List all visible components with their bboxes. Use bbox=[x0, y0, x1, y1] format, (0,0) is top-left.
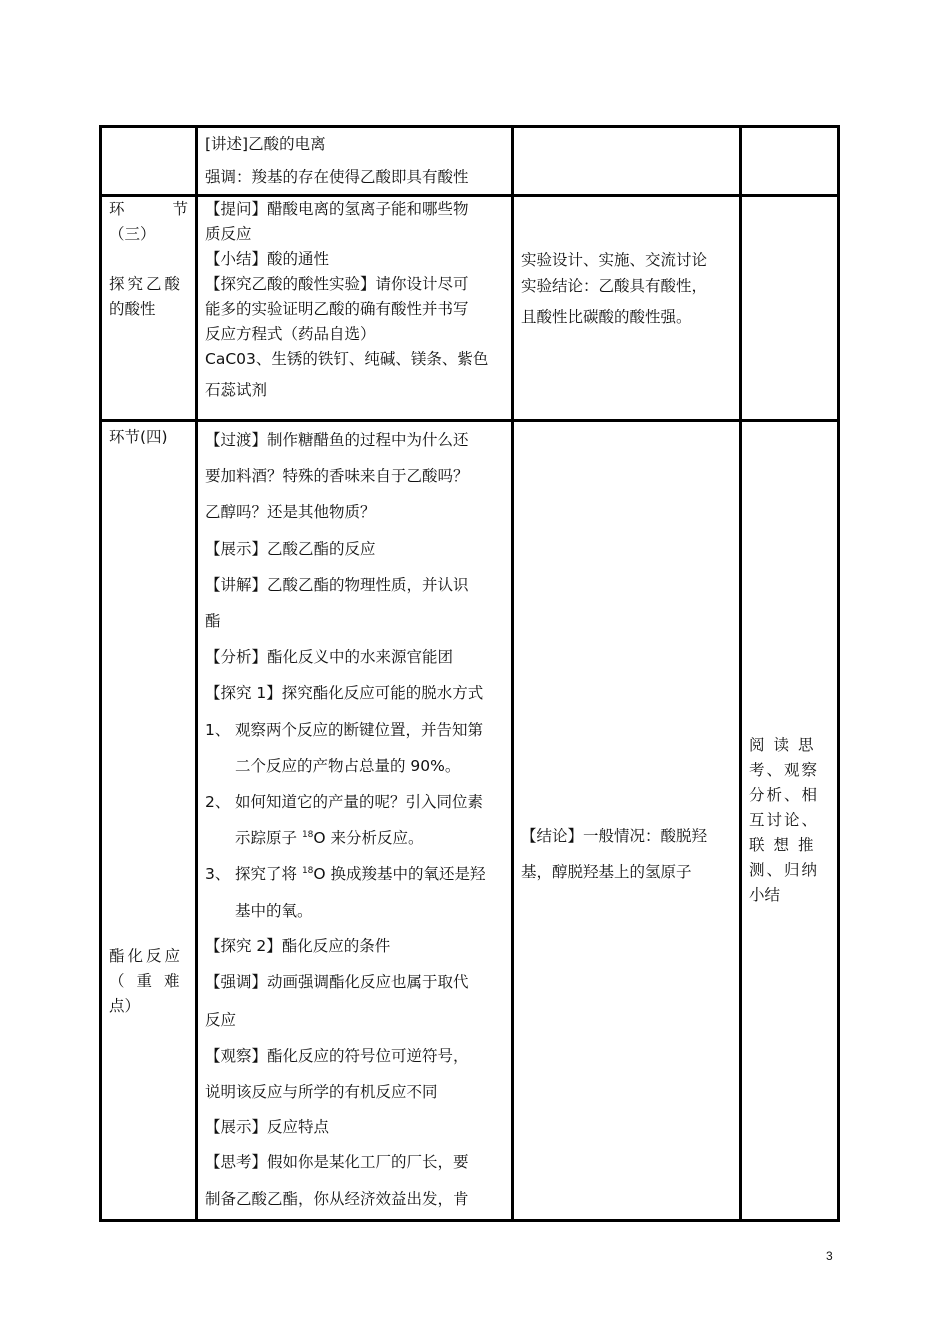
text-line: 【分析】酯化反义中的水来源官能团 bbox=[205, 648, 454, 667]
stage-title: 的酸性 bbox=[109, 300, 156, 318]
stage-label: 节 bbox=[172, 200, 188, 218]
stage-cell bbox=[101, 127, 197, 196]
text-line: 【展示】反应特点 bbox=[205, 1118, 330, 1137]
text-line: 实验结论：乙酸具有酸性， bbox=[521, 277, 708, 295]
text-line: 【观察】酯化反应的符号位可逆符号， bbox=[205, 1047, 469, 1066]
stage-title: （重难 bbox=[109, 972, 192, 990]
list-number: 1、 bbox=[205, 720, 231, 739]
text-line: 阅读思 bbox=[749, 736, 823, 754]
text-line: 探究了将 bbox=[235, 865, 302, 884]
stage-label: 环节(四) bbox=[109, 428, 168, 446]
text-line: 观察两个反应的断键位置，并告知第 bbox=[235, 720, 484, 739]
text-line: 【展示】乙酸乙酯的反应 bbox=[205, 539, 376, 558]
text-line: 【讲解】乙酸乙酯的物理性质，并认识 bbox=[205, 575, 469, 594]
text-line: 二个反应的产物占总量的 90%。 bbox=[235, 756, 461, 775]
student-activity-cell bbox=[513, 421, 741, 1221]
text-line: 【小结】酸的通性 bbox=[205, 250, 330, 268]
content-cell bbox=[197, 196, 513, 421]
text-line: 乙醇吗？还是其他物质？ bbox=[205, 503, 376, 522]
text-line: 【探究 1】探究酯化反应可能的脱水方式 bbox=[205, 684, 484, 703]
text-line: 【探究 2】酯化反应的条件 bbox=[205, 936, 391, 955]
text-line: 制备乙酸乙酯，你从经济效益出发，肯 bbox=[205, 1189, 469, 1208]
method-cell bbox=[741, 196, 839, 421]
text-line: 考、观察 bbox=[749, 761, 820, 779]
text-line: 说明该反应与所学的有机反应不同 bbox=[205, 1083, 438, 1102]
table-row bbox=[101, 127, 839, 196]
text-line: O 来分析反应。 bbox=[313, 829, 424, 848]
text-line: 酯 bbox=[205, 612, 221, 631]
page-number: 3 bbox=[826, 1249, 833, 1263]
text-line: 【结论】一般情况：酸脱羟 bbox=[521, 826, 708, 845]
text-line: 反应 bbox=[205, 1010, 237, 1029]
text-line: 能多的实验证明乙酸的确有酸性并书写 bbox=[205, 300, 469, 318]
list-number: 2、 bbox=[205, 793, 231, 812]
text-line: 互讨论、 bbox=[749, 811, 820, 829]
text-line: [讲述]乙酸的电离 bbox=[205, 135, 326, 153]
stage-title: 探究乙酸 bbox=[109, 275, 184, 293]
list-item bbox=[205, 856, 504, 928]
text-line: 【过渡】制作糖醋鱼的过程中为什么还 bbox=[205, 431, 469, 449]
text-line: 反应方程式（药品自选） bbox=[205, 325, 376, 343]
text-line: 【探究乙酸的酸性实验】请你设计尽可 bbox=[205, 275, 469, 293]
text-line: 小结 bbox=[749, 886, 781, 904]
method-cell bbox=[741, 127, 839, 196]
text-line: 且酸性比碳酸的酸性强。 bbox=[521, 308, 692, 326]
text-line: 【强调】动画强调酯化反应也属于取代 bbox=[205, 972, 469, 991]
text-line: 强调：羧基的存在使得乙酸即具有酸性 bbox=[205, 168, 469, 186]
content-cell bbox=[197, 127, 513, 196]
text-line: 要加料酒？特殊的香味来自于乙酸吗？ bbox=[205, 467, 469, 486]
text-line: 如何知道它的产量的呢？引入同位素 bbox=[235, 793, 484, 812]
content-cell bbox=[197, 421, 513, 1221]
text-line: 分析、相 bbox=[749, 786, 820, 804]
isotope-superscript: 18 bbox=[301, 866, 314, 877]
stage-cell bbox=[101, 196, 197, 421]
stage-label: 环 bbox=[109, 200, 125, 218]
text-line: CaC03、生锈的铁钉、纯碱、镁条、紫色 bbox=[205, 350, 489, 368]
student-activity-cell bbox=[513, 127, 741, 196]
table-row bbox=[101, 196, 839, 421]
text-line: 基中的氧。 bbox=[235, 901, 313, 920]
table-row bbox=[101, 421, 839, 1221]
lesson-table bbox=[99, 125, 840, 1222]
list-number: 3、 bbox=[205, 865, 231, 884]
stage-cell bbox=[101, 421, 197, 1221]
list-item bbox=[205, 712, 504, 784]
method-cell bbox=[741, 421, 839, 1221]
text-line: 【提问】醋酸电离的氢离子能和哪些物 bbox=[205, 200, 469, 218]
text-line: 联想推 bbox=[749, 836, 823, 854]
text-line: 质反应 bbox=[205, 225, 252, 243]
text-line: 基，醇脱羟基上的氢原子 bbox=[521, 862, 692, 881]
stage-title: 点） bbox=[109, 997, 141, 1015]
text-line: 实验设计、实施、交流讨论 bbox=[521, 251, 708, 269]
student-activity-cell bbox=[513, 196, 741, 421]
text-line: 【思考】假如你是某化工厂的厂长，要 bbox=[205, 1153, 469, 1172]
text-line: 石蕊试剂 bbox=[205, 381, 268, 399]
text-line: 示踪原子 bbox=[235, 829, 298, 848]
text-line: O 换成羧基中的氧还是羟 bbox=[313, 865, 486, 884]
stage-label: （三） bbox=[109, 225, 156, 243]
list-item bbox=[205, 784, 504, 856]
isotope-superscript: 18 bbox=[301, 830, 314, 841]
stage-title: 酯化反应 bbox=[109, 947, 184, 965]
text-line: 测、归纳 bbox=[749, 861, 820, 879]
